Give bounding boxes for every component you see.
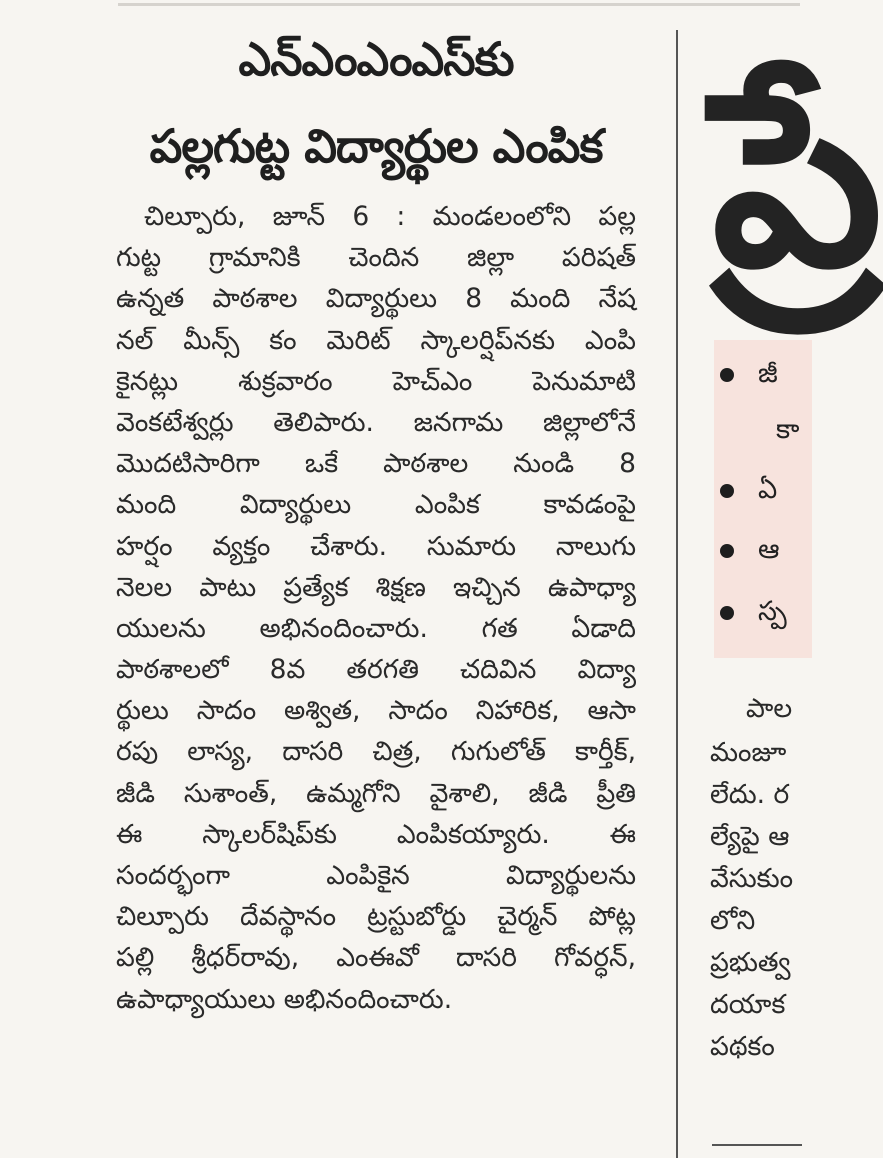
body-line: ఈ స్కాలర్‌షిప్‌కు ఎంపికయ్యారు. ఈ xyxy=(116,818,636,850)
large-headline-glyph: ప్రే xyxy=(712,40,883,320)
body-line: రపు లాస్య, దాసరి చిత్ర, గుగులోత్‌ కార్తీక్‌, xyxy=(116,736,636,768)
news-article xyxy=(116,22,636,1020)
bullet-continuation: కా xyxy=(776,414,800,445)
fragment-line: లోని xyxy=(710,905,756,936)
body-line: వెంకటేశ్వర్లు తెలిపారు. జనగామ జిల్లాలోనే xyxy=(116,406,636,438)
adjacent-article-fragment xyxy=(702,0,883,1158)
body-line: నల్‌ మీన్స్‌ కం మెరిట్‌ స్కాలర్షిప్‌నకు ఎంపి xyxy=(116,324,636,356)
fragment-line: దయాక xyxy=(710,989,786,1020)
top-rule xyxy=(118,3,800,6)
article-body xyxy=(116,196,636,1020)
body-line: చిల్పూరు, జూన్‌ 6 : మండలంలోని పల్ల xyxy=(144,201,636,232)
headline-line-2: పల్లగుట్ట విద్యార్థుల ఎంపిక xyxy=(149,119,603,173)
bullet-dot-icon xyxy=(720,606,734,620)
body-line: కైనట్లు శుక్రవారం హెచ్‌ఎం పెనుమాటి xyxy=(116,365,636,397)
body-line: నెలల పాటు ప్రత్యేక శిక్షణ ఇచ్చిన ఉపాధ్యా xyxy=(116,571,636,603)
bullet-dot-icon xyxy=(720,368,734,382)
body-line: మంది విద్యార్థులు ఎంపిక కావడంపై xyxy=(116,489,636,521)
bullet-dot-icon xyxy=(720,544,734,558)
body-line: మొదటిసారిగా ఒకే పాఠశాల నుండి 8 xyxy=(116,448,636,480)
body-line: పాఠశాలలో 8వ తరగతి చదివిన విద్యా xyxy=(116,654,636,686)
fragment-line: వేసుకుం xyxy=(710,863,794,894)
bullet-dot-icon xyxy=(720,484,734,498)
bullet-item xyxy=(720,592,787,632)
bullet-item xyxy=(720,354,778,394)
body-line: హర్షం వ్యక్తం చేశారు. సుమారు నాలుగు xyxy=(116,530,636,562)
bullet-text: ఏ xyxy=(758,474,778,505)
fragment-line: పథకం xyxy=(710,1031,775,1062)
bullet-item xyxy=(720,470,777,510)
fragment-line: మంజూ xyxy=(710,737,787,768)
body-line: జీడి సుశాంత్‌, ఉమ్మగోని వైశాలి, జీడి ప్రీతి xyxy=(116,777,636,809)
fragment-line: పాల xyxy=(746,693,793,724)
body-line: గుట్ట గ్రామానికి చెందిన జిల్లా పరిషత్‌ xyxy=(116,242,636,274)
bullet-text: ఆ xyxy=(758,534,780,565)
body-line: ఉన్నత పాఠశాల విద్యార్థులు 8 మంది నేష xyxy=(116,283,636,315)
body-line: పల్లి శ్రీధర్‌రావు, ఎంఈవో దాసరి గోవర్ధన్‌, xyxy=(116,942,636,974)
fragment-line: ప్రభుత్వ xyxy=(710,947,791,978)
body-line: సందర్భంగా ఎంపికైన విద్యార్థులను xyxy=(116,860,636,891)
bullet-text: స్ప xyxy=(758,596,787,627)
body-line: చిల్పూరు దేవస్థానం ట్రస్టుబోర్డు చైర్మన్‌ పోట్ల xyxy=(116,901,636,933)
body-line: ఉపాధ్యాయులు అభినందించారు. xyxy=(116,983,453,1015)
body-line: ర్థులు సాదం అశ్విత, సాదం నిహారిక, ఆసా xyxy=(116,695,636,727)
bullet-item xyxy=(720,530,780,570)
section-rule xyxy=(712,1144,802,1146)
fragment-line: లేదు. ర xyxy=(710,779,790,810)
column-divider xyxy=(676,30,678,1158)
body-line: యులను అభినందించారు. గత ఏడాది xyxy=(116,612,636,644)
headline-line-1: ఎన్‌ఎంఎంఎస్‌కు xyxy=(238,32,514,86)
fragment-line: ల్యేపై ఆ xyxy=(710,821,790,852)
bullet-text: జీ xyxy=(758,358,778,389)
